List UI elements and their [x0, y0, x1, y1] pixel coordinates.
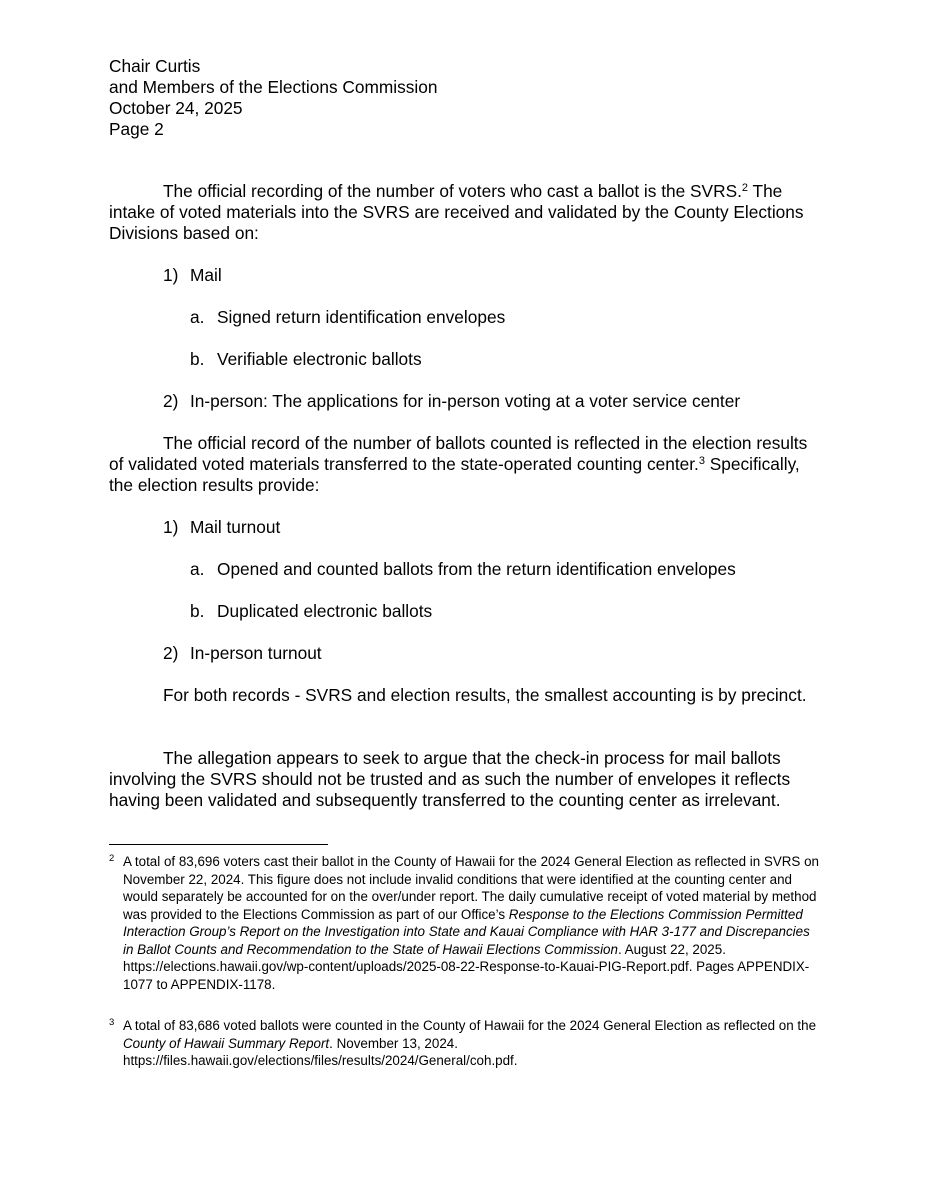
footnote-mark: 2: [109, 853, 115, 864]
list-item: a. Signed return identification envelopes: [190, 307, 506, 327]
footnote-mark: 3: [109, 1017, 115, 1028]
footnote-2: 2 A total of 83,696 voters cast their ballot in the County of Hawaii for the 2024 General Election as reflected in SVRS on November 22, 2024. This figure does not include invalid conditions that were identified at the counting center and would separately be accounted for on the over/under report. The daily cumulative receipt of voted material by method was provided to the Elections Commission as part of our Office’s Response to the Elections Commission Permitted Interaction Group’s Report on the Investigation into State and Kauai Compliance with HAR 3-177 and Discrepancies in Ballot Counts and Recommendation to the State of Hawaii Elections Commission. August 22, 2025. https://elections.hawaii.gov/wp-content/uploads/2025-08-22-Response-to-Kauai-PIG-Report.pdf. Pages APPENDIX-1077 to APPENDIX-1178.: [109, 853, 821, 993]
list-item: 1) Mail turnout: [163, 517, 281, 537]
paragraph-allegation: The allegation appears to seek to argue that the check-in process for mail ballots involving the SVRS should not be trusted and as such the number of envelopes it reflects having been validated and subsequently transferred to the counting center as irrelevant.: [109, 748, 791, 810]
recipient-line: Chair Curtis: [109, 56, 201, 76]
footnote-ref-2: 2: [741, 182, 749, 194]
footnote-ref-3: 3: [698, 455, 705, 467]
list-item: a. Opened and counted ballots from the return identification envelopes: [190, 559, 736, 579]
date-line: October 24, 2025: [109, 98, 243, 118]
report-title: Response to the Elections Commission Permitted Interaction Group’s Report on the Investigation into State and Kauai Compliance with HAR 3-177 and Discrepancies in Ballot Counts and Recommendation to the State of Hawaii Elections Commission: [123, 906, 810, 957]
footnote-3: 3 A total of 83,686 voted ballots were counted in the County of Hawaii for the 2024 General Election as reflected on the County of Hawaii Summary Report. November 13, 2024. https://files.hawaii.gov/elections/files/results/2024/General/coh.pdf.: [109, 1017, 821, 1070]
paragraph-smallest-accounting: For both records - SVRS and election results, the smallest accounting is by precinct.: [163, 685, 807, 705]
recipient-line-2: and Members of the Elections Commission: [109, 77, 438, 97]
report-title: County of Hawaii Summary Report: [123, 1035, 330, 1051]
list-item: 2) In-person: The applications for in-person voting at a voter service center: [163, 391, 741, 411]
list-item: b. Verifiable electronic ballots: [190, 349, 422, 369]
footnote-separator: [109, 844, 328, 845]
paragraph-svrs-recording: The official recording of the number of voters who cast a ballot is the SVRS.$^2$ The intake of voted materials into the SVRS are received and validated by the County Elections Divisions based on:: [109, 181, 804, 243]
page-number: Page 2: [109, 119, 164, 139]
paragraph-ballots-counted: The official record of the number of ballots counted is reflected in the election results of validated voted materials transferred to the state-operated counting center.$^3$ Specifically, the election results provide:: [109, 433, 808, 495]
list-item: 2) In-person turnout: [163, 643, 322, 663]
list-item: 1) Mail: [163, 265, 222, 285]
list-item: b. Duplicated electronic ballots: [190, 601, 433, 621]
